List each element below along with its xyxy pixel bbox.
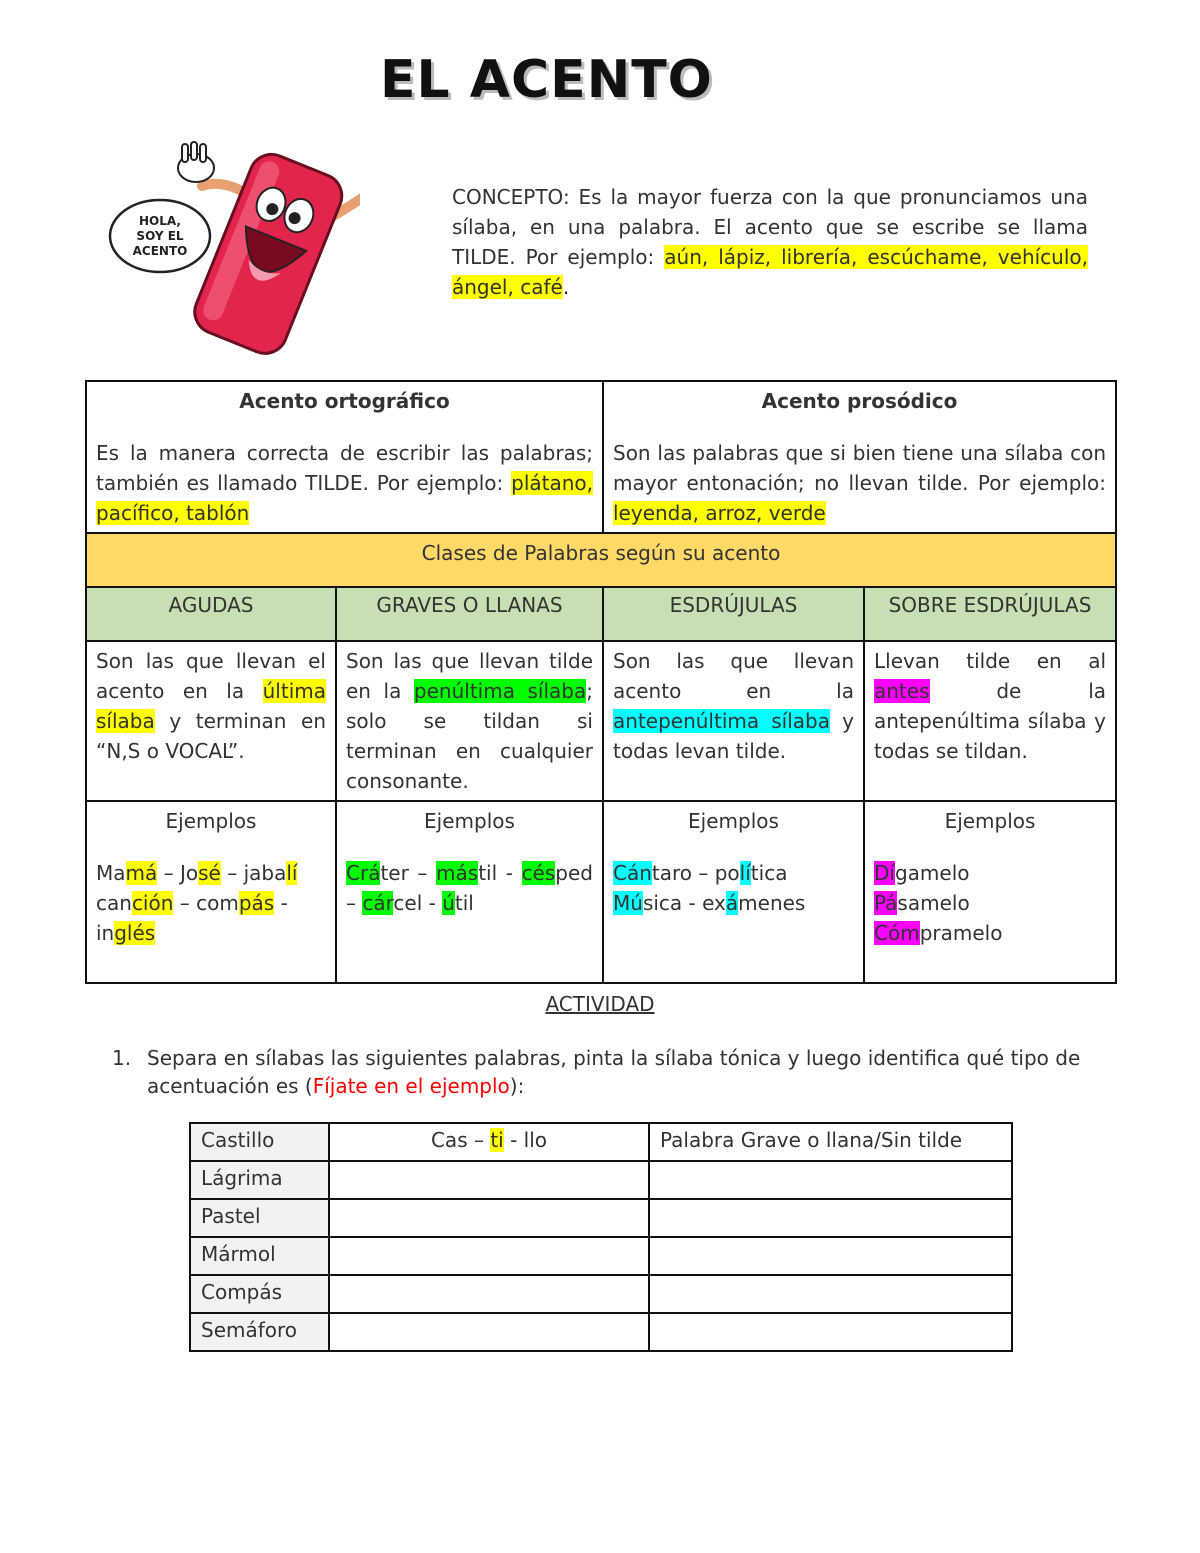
syllables-cell[interactable] (329, 1237, 649, 1275)
examples-list (96, 858, 326, 948)
tonic-syllable: cár (362, 891, 394, 915)
tonic-syllable: lí (739, 861, 751, 885)
word-cell: Mármol (190, 1237, 329, 1275)
example-text: til (454, 891, 474, 915)
tonic-syllable: ción (131, 891, 174, 915)
tonic-syllable: má (125, 861, 158, 885)
example-text: sica - ex (642, 891, 726, 915)
tonic-syllable: ti (490, 1128, 504, 1152)
word-cell: Semáforo (190, 1313, 329, 1351)
prosodico-examples: leyenda, arroz, verde (613, 501, 826, 525)
activity-row (190, 1313, 1012, 1351)
example-text: cel - (393, 891, 443, 915)
def-sobre-esdrujulas: Llevan tilde en al antes de la antepenúltima sílaba y todas se tildan. (864, 641, 1116, 801)
syllables-cell[interactable] (329, 1199, 649, 1237)
example-text: tica (750, 861, 788, 885)
concept-end: . (562, 275, 570, 299)
tonic-syllable: Cóm (874, 921, 920, 945)
instruction-hint: Fíjate en el ejemplo (312, 1074, 510, 1098)
example-text: can (96, 891, 132, 915)
tonic-syllable: sé (198, 861, 221, 885)
instruction-end: ): (509, 1074, 525, 1098)
accent-type-cell[interactable] (649, 1275, 1012, 1313)
header-sobre-esdrujulas: SOBRE ESDRÚJULAS (864, 587, 1116, 641)
definitions-row (86, 641, 1116, 801)
tonic-syllable: pás (238, 891, 275, 915)
speech-line-1: HOLA, (139, 214, 181, 228)
accent-type-cell[interactable] (649, 1237, 1012, 1275)
def-esdrujulas: Son las que llevan acento en la antepenúltima sílaba y todas levan tilde. (603, 641, 864, 801)
classes-band: Clases de Palabras según su acento (86, 533, 1116, 587)
tonic-syllable: á (725, 891, 739, 915)
activity-row (190, 1161, 1012, 1199)
accent-table (85, 380, 1117, 984)
instruction-text: Separa en sílabas las siguientes palabras, pinta la sílaba tónica y luego identifica qué tipo de acentuación es ( (147, 1046, 1081, 1098)
header-esdrujulas: ESDRÚJULAS (603, 587, 864, 641)
example-text: samelo (897, 891, 970, 915)
syllable-text: Cas – (430, 1128, 491, 1152)
syllables-cell[interactable] (329, 1123, 649, 1161)
activity-row (190, 1123, 1012, 1161)
syllables-cell[interactable] (329, 1275, 649, 1313)
concept-examples: aún, lápiz, librería, escúchame, vehículo, ángel, café (452, 245, 1088, 299)
example-text: ped – (346, 861, 593, 915)
examples-label: Ejemplos (165, 809, 257, 833)
speech-line-2: SOY EL (136, 229, 184, 243)
example-text: - in (96, 891, 288, 945)
activity-table (189, 1122, 1013, 1352)
examples-graves (336, 801, 603, 983)
examples-label: Ejemplos (424, 809, 515, 833)
example-text: – jaba (220, 861, 287, 885)
accent-types-row (86, 381, 1116, 533)
tonic-syllable: lí (286, 861, 298, 885)
def-agudas: Son las que llevan el acento en la última sílaba y terminan en “N,S o VOCAL”. (86, 641, 336, 801)
word-cell: Pastel (190, 1199, 329, 1237)
example-text: ter – (380, 861, 437, 885)
concept-paragraph (452, 182, 1088, 302)
header-graves: GRAVES O LLANAS (336, 587, 603, 641)
header-agudas: AGUDAS (86, 587, 336, 641)
example-text: Ma (96, 861, 126, 885)
activity-row (190, 1275, 1012, 1313)
tonic-syllable: Dí (874, 861, 895, 885)
concept-text: CONCEPTO: Es la mayor fuerza con la que pronunciamos una sílaba, en una palabra. El acento que se escribe se llama TILDE. Por ejemplo: (452, 185, 1088, 269)
example-text: – Jo (157, 861, 199, 885)
ortografico-text: Es la manera correcta de escribir las palabras; también es llamado TILDE. Por ejemplo: (96, 441, 593, 495)
word-cell: Compás (190, 1275, 329, 1313)
word-cell: Castillo (190, 1123, 329, 1161)
activity-row (190, 1237, 1012, 1275)
example-text: til - (478, 861, 522, 885)
example-text: taro – po (651, 861, 740, 885)
example-text: – com (173, 891, 239, 915)
accent-type-cell[interactable] (649, 1199, 1012, 1237)
examples-label: Ejemplos (944, 809, 1036, 833)
instruction-number: 1. (112, 1046, 132, 1070)
examples-label: Ejemplos (688, 809, 779, 833)
word-cell: Lágrima (190, 1161, 329, 1199)
example-text: gamelo (894, 861, 970, 885)
ortografico-cell (86, 381, 603, 533)
examples-list (874, 858, 1014, 948)
tonic-syllable: cés (521, 861, 556, 885)
examples-sobre-esdrujulas (864, 801, 1116, 983)
syllables-cell[interactable] (329, 1313, 649, 1351)
prosodico-text: Son las palabras que si bien tiene una sílaba con mayor entonación; no llevan tilde. Por ejemplo: (613, 441, 1107, 495)
example-text: menes (738, 891, 806, 915)
tonic-syllable: Crá (346, 861, 381, 885)
examples-row (86, 801, 1116, 983)
examples-list (613, 858, 854, 918)
tonic-syllable: más (436, 861, 479, 885)
tonic-syllable: glés (114, 921, 156, 945)
ortografico-examples: plátano, pacífico, tablón (96, 471, 593, 525)
activity-title: ACTIVIDAD (545, 992, 655, 1016)
tonic-syllable: Pá (874, 891, 898, 915)
tonic-syllable: ú (442, 891, 455, 915)
accent-type-cell[interactable] (649, 1313, 1012, 1351)
class-header-row (86, 587, 1116, 641)
speech-line-3: ACENTO (132, 244, 188, 258)
ortografico-title: Acento ortográfico (239, 389, 450, 413)
examples-list (346, 858, 593, 918)
accent-type-cell[interactable] (649, 1161, 1012, 1199)
def-graves: Son las que llevan tilde en la penúltima sílaba; solo se tildan si terminan en cualquier consonante. (336, 641, 603, 801)
example-text: pramelo (919, 921, 1003, 945)
examples-esdrujulas (603, 801, 864, 983)
tonic-syllable: Cán (613, 861, 652, 885)
prosodico-cell (603, 381, 1116, 533)
syllables-cell[interactable] (329, 1161, 649, 1199)
page-title: EL ACENTO (380, 50, 713, 110)
prosodico-title: Acento prosódico (761, 389, 958, 413)
activity-instruction (112, 1044, 1092, 1100)
accent-type-cell[interactable]: Palabra Grave o llana/Sin tilde (649, 1123, 1012, 1161)
examples-agudas (86, 801, 336, 983)
syllable-text: - llo (503, 1128, 548, 1152)
tonic-syllable: Mú (613, 891, 643, 915)
activity-row (190, 1199, 1012, 1237)
accent-mascot-illustration (104, 138, 360, 356)
